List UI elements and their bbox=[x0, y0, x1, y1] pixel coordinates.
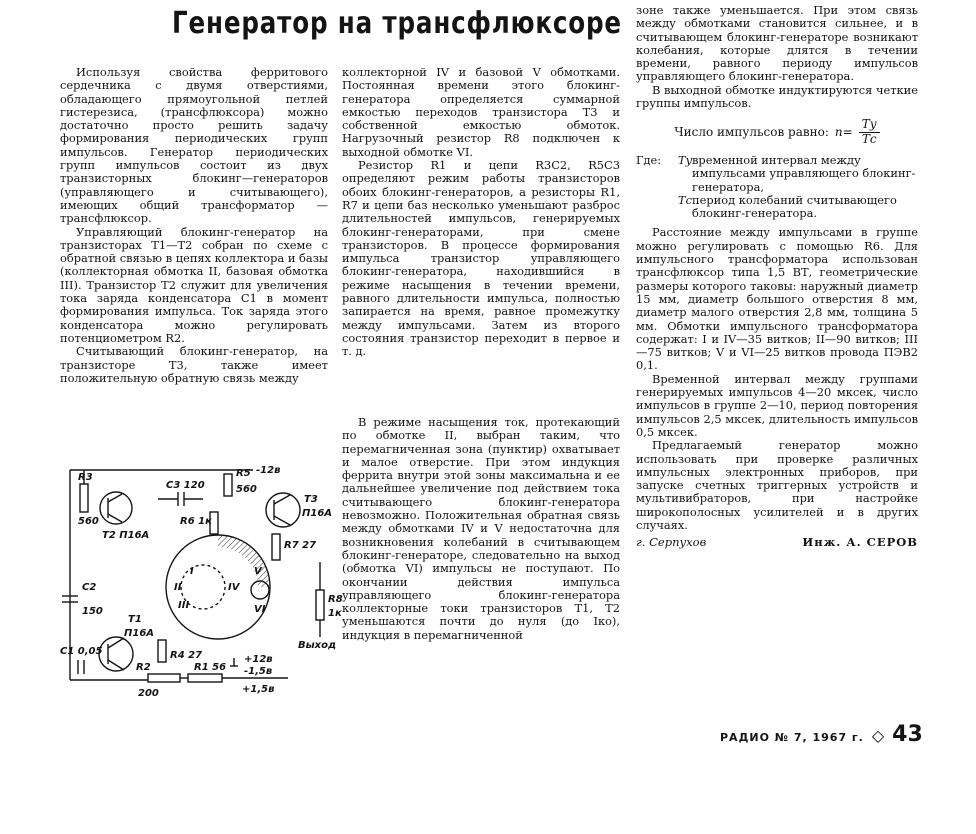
label-r2-value: 200 bbox=[138, 688, 159, 699]
winding-1-label: I bbox=[190, 566, 194, 577]
column-1 bbox=[60, 66, 328, 385]
label-t3: T3 bbox=[304, 494, 318, 505]
label-c2: C2 bbox=[82, 582, 97, 593]
label-r3-value: 560 bbox=[78, 516, 99, 527]
label-plus-1-5v: +1,5в bbox=[242, 684, 275, 695]
label-output: Выход bbox=[298, 640, 337, 651]
pulse-count-formula bbox=[636, 118, 918, 146]
winding-6-label: VI bbox=[254, 604, 266, 615]
winding-5-label: V bbox=[254, 566, 262, 577]
signature-author: Инж. А. СЕРОВ bbox=[802, 535, 918, 550]
paragraph: Предлагаемый генератор можно использовать при проверке различных импульсных электронных приборов, при запуске счетных триггерных устройств и мультивибраторов, при настройке широкополосных усилителей и в других случаях. bbox=[636, 438, 918, 532]
page-number: 43 bbox=[892, 722, 923, 747]
signature bbox=[636, 536, 918, 549]
formula-label: Число импульсов равно: bbox=[674, 124, 829, 139]
formula-lhs: n= bbox=[834, 124, 853, 139]
label-t1: T1 bbox=[128, 614, 142, 625]
paragraph: Считывающий блокинг-генератор, на транзисторе T3, также имеет положительную обратную связь между bbox=[60, 344, 328, 385]
schematic-drawing bbox=[58, 462, 348, 702]
label-c3: C3 120 bbox=[166, 480, 205, 491]
definition-symbol: Тс bbox=[678, 192, 692, 207]
paragraph: Расстояние между импульсами в группе можно регулировать с помощью R6. Для импульсного трансформатора использован трансфлюксор типа 1,5 ВТ, геометрические размеры которого таковы: наружный диаметр 15 мм, диаметр большого отверстия 8 мм, диаметр малого отверстия 2,8 мм, толщина 5 мм. Обмотки импульсного трансформатора содержат: I и IV—35 витков; II—90 витков; III—75 витков; V и VI—25 витков провода ПЭВ2 0,1. bbox=[636, 225, 918, 373]
column-2-lower bbox=[342, 416, 620, 642]
definition-text: временной интервал между импульсами управляющего блокинг-генератора, bbox=[692, 152, 916, 194]
column-3 bbox=[636, 4, 918, 550]
label-minus-1-5v: -1,5в bbox=[244, 666, 273, 677]
label-t1-type: П16А bbox=[124, 628, 155, 639]
definition-prefix bbox=[636, 194, 678, 221]
formula-denominator: Тс bbox=[861, 131, 877, 146]
definition-text: период колебаний считывающего блокинг-генератора. bbox=[692, 192, 897, 221]
winding-2-label: II bbox=[174, 582, 182, 593]
label-r8: R8 bbox=[328, 594, 343, 605]
column-2 bbox=[342, 66, 620, 359]
label-r5-value: 560 bbox=[236, 484, 257, 495]
winding-4-label: IV bbox=[228, 582, 240, 593]
article-title: Генератор на трансфлюксоре bbox=[172, 6, 622, 41]
paragraph: Используя свойства ферритового сердечника с двумя отверстиями, обладающего прямоугольной петлей гистерезиса, (трансфлюксора) можно достаточно просто решить задачу формирования периодических групп импульсов. Генератор периодических групп импульсов состоит из двух транзисторных блокинг—генераторов (управляющего и считывающего), имеющих общий трансформатор — трансфлюксор. bbox=[60, 65, 328, 226]
label-t3-type: П16А bbox=[302, 508, 333, 519]
paragraph: Временной интервал между группами генерируемых импульсов 4—20 мксек, число импульсов в группе 2—10, период повторения импульсов 2,5 мксек, длительность импульсов 0,5 мксек. bbox=[636, 371, 918, 439]
label-minus-12v: -12в bbox=[256, 465, 281, 476]
formula-fraction bbox=[859, 118, 880, 146]
label-r5: R5 bbox=[236, 468, 251, 479]
page-footer bbox=[720, 722, 923, 747]
definition-symbol: Ту bbox=[678, 152, 693, 167]
paragraph: коллекторной IV и базовой V обмотками. Постоянная времени этого блокинг-генератора определяется суммарной емкостью переходов транзистора T3 и собственной емкостью обмоток. Нагрузочный резистор R8 подключен к выходной обмотке VI. bbox=[342, 65, 620, 159]
paragraph: Резистор R1 и цепи R3C2, R5C3 определяют режим работы транзисторов обоих блокинг-генераторов, а резисторы R1, R7 и цепи баз несколько уменьшают разброс длительностей импульсов, генерируемых блокинг-генераторами, при смене транзисторов. В процессе формирования импульса транзистор управляющего блокинг-генератора, находившийся в режиме насыщения в течении времени, равного длительности импульса, полностью запирается на время, равное промежутку между импульсами. Затем из второго состояния транзистор переходит в первое и т. д. bbox=[342, 158, 620, 359]
paragraph: В режиме насыщения ток, протекающий по обмотке II, выбран таким, что перемагниченная зона (пунктир) охватывает и малое отверстие. При этом индукция феррита внутри этой зоны максимальна и ее дальнейшее увеличение под действием тока считывающего блокинг-генератора невозможно. Положительная обратная связь между обмотками IV и V недостаточна для возникновения колебаний в считывающем блокинг-генераторе, следовательно на выход (обмотка VI) импульсы не поступают. По окончании действия импульса управляющего блокинг-генератора коллекторные токи транзисторов T1, T2 уменьшаются почти до нуля (до Iко), индукция в перемагниченной bbox=[342, 415, 620, 642]
label-r8-value: 1к bbox=[328, 608, 342, 619]
paragraph: зоне также уменьшается. При этом связь между обмотками становится сильнее, и в считывающем блокинг-генераторе возникают колебания, которые длятся в течении времени, равного периоду импульсов управляющего блокинг-генератора. bbox=[636, 3, 918, 84]
label-r1: R1 56 bbox=[194, 662, 227, 673]
definition-prefix: Где: bbox=[636, 152, 662, 167]
paragraph: Управляющий блокинг-генератор на транзисторах T1—T2 собран по схеме с обратной связью в цепях коллектора и базы (коллекторная обмотка II, базовая обмотка III). Транзистор T2 служит для увеличения тока заряда конденсатора C1 в момент формирования импульса. Ток заряда этого конденсатора можно регулировать потенциометром R2. bbox=[60, 224, 328, 345]
formula-numerator: Ту bbox=[859, 118, 880, 132]
label-plus-12v: +12в bbox=[244, 654, 273, 665]
winding-3-label: III bbox=[178, 600, 190, 611]
label-r3: R3 bbox=[78, 472, 93, 483]
paragraph: В выходной обмотке индуктируются четкие группы импульсов. bbox=[636, 82, 918, 111]
label-r2: R2 bbox=[136, 662, 151, 673]
label-r7: R7 27 bbox=[284, 540, 317, 551]
label-c2-value: 150 bbox=[82, 606, 103, 617]
label-c1: C1 0,05 bbox=[60, 646, 103, 657]
circuit-schematic bbox=[58, 462, 348, 702]
diamond-icon: ◇ bbox=[871, 726, 885, 745]
label-r6: R6 1к bbox=[180, 516, 212, 527]
definitions bbox=[636, 154, 918, 220]
label-r4: R4 27 bbox=[170, 650, 203, 661]
signature-city: г. Серпухов bbox=[636, 535, 707, 550]
label-t2: T2 П16А bbox=[102, 530, 150, 541]
magazine-issue: РАДИО № 7, 1967 г. bbox=[720, 731, 864, 744]
